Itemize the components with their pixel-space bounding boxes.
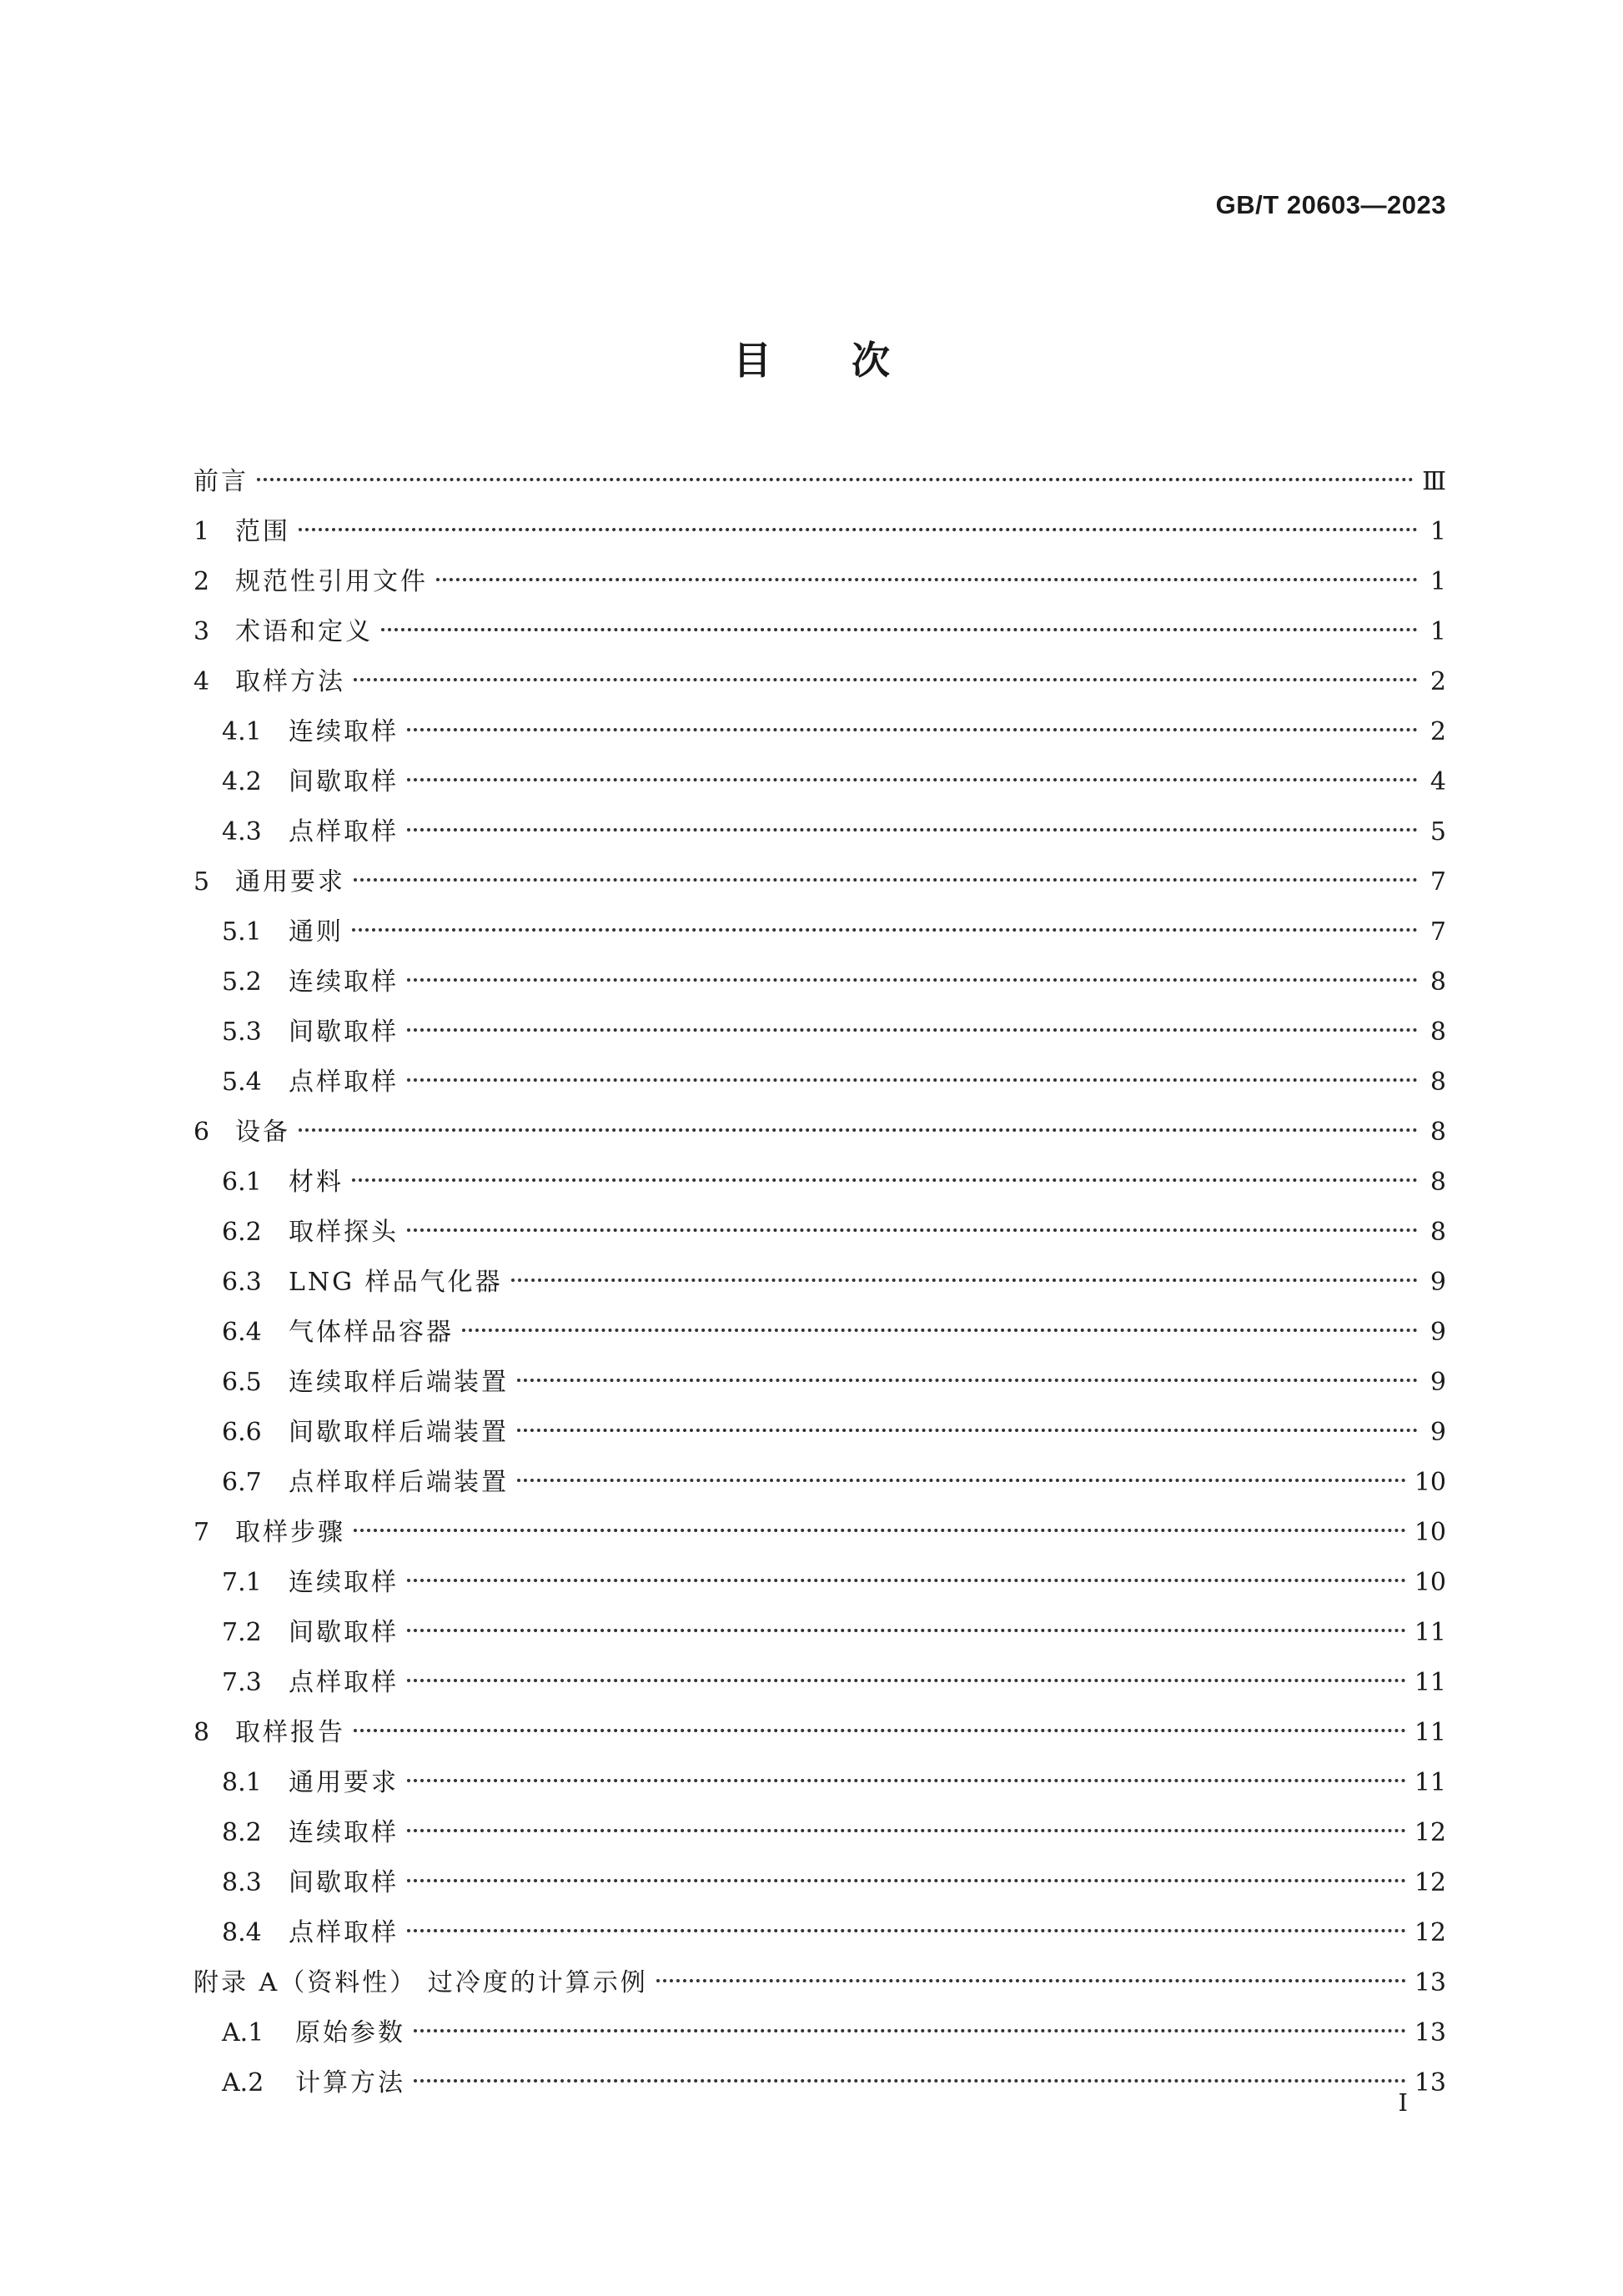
toc-entry-label: 术语和定义 bbox=[235, 617, 373, 646]
toc-dot-leader bbox=[407, 1579, 1406, 1582]
toc-entry[interactable] bbox=[193, 607, 1446, 657]
toc-dot-leader bbox=[352, 928, 1418, 932]
toc-entry-label: 取样方法 bbox=[235, 667, 345, 696]
toc-entry-page: 9 bbox=[1430, 1368, 1446, 1397]
toc-dot-leader bbox=[407, 1228, 1418, 1232]
toc-dot-leader bbox=[354, 878, 1418, 882]
toc-entry[interactable] bbox=[193, 957, 1446, 1007]
toc-entry-page: 10 bbox=[1414, 1518, 1446, 1547]
toc-entry-label: 取样报告 bbox=[235, 1718, 345, 1747]
toc-entry-label: 通则 bbox=[289, 917, 344, 947]
toc-entry-page: 2 bbox=[1430, 717, 1446, 746]
toc-dot-leader bbox=[414, 2029, 1406, 2032]
toc-dot-leader bbox=[462, 1329, 1418, 1332]
toc-title: 目次 bbox=[733, 338, 970, 383]
toc-entry[interactable] bbox=[193, 1758, 1446, 1808]
toc-entry[interactable] bbox=[193, 2058, 1446, 2108]
toc-entry[interactable] bbox=[193, 907, 1446, 957]
toc-entry-page: 13 bbox=[1414, 2068, 1446, 2098]
toc-entry[interactable] bbox=[193, 1058, 1446, 1108]
toc-dot-leader bbox=[407, 1679, 1406, 1682]
toc-entry[interactable] bbox=[193, 1958, 1446, 2008]
toc-dot-leader bbox=[407, 1879, 1406, 1882]
toc-entry-number: A.2 bbox=[222, 2068, 264, 2098]
toc-entry-number: 7 bbox=[193, 1518, 210, 1547]
toc-entry[interactable] bbox=[193, 1408, 1446, 1458]
toc-entry-label: 点样取样 bbox=[289, 1068, 399, 1097]
toc-dot-leader bbox=[407, 978, 1418, 982]
toc-entry-page: 11 bbox=[1414, 1618, 1446, 1647]
toc-entry-label: 规范性引用文件 bbox=[235, 567, 428, 596]
toc-dot-leader bbox=[414, 2079, 1406, 2082]
toc-entry-page: 12 bbox=[1414, 1818, 1446, 1847]
toc-entry[interactable] bbox=[193, 1158, 1446, 1208]
toc-dot-leader bbox=[517, 1479, 1406, 1482]
toc-entry[interactable] bbox=[193, 1208, 1446, 1258]
toc-entry-page: 2 bbox=[1430, 667, 1446, 696]
toc-entry-label: 通用要求 bbox=[289, 1768, 399, 1797]
toc-entry-label: LNG 样品气化器 bbox=[289, 1268, 503, 1297]
toc-entry[interactable] bbox=[193, 857, 1446, 907]
toc-entry[interactable] bbox=[193, 657, 1446, 707]
toc-entry-number: 8.1 bbox=[222, 1768, 262, 1797]
toc-entry-page: 1 bbox=[1430, 567, 1446, 596]
toc-entry-number: 4 bbox=[193, 667, 210, 696]
toc-entry-page: Ⅲ bbox=[1422, 467, 1446, 496]
toc-dot-leader bbox=[381, 628, 1418, 631]
toc-entry-label: 气体样品容器 bbox=[289, 1318, 454, 1347]
toc-entry[interactable] bbox=[193, 707, 1446, 757]
toc-entry[interactable] bbox=[193, 1858, 1446, 1908]
toc-entry-number: 6.2 bbox=[222, 1218, 262, 1247]
toc-entry-number: 4.2 bbox=[222, 767, 262, 796]
toc-entry-page: 10 bbox=[1414, 1568, 1446, 1597]
toc-entry-page: 11 bbox=[1414, 1768, 1446, 1797]
toc-dot-leader bbox=[407, 1829, 1406, 1832]
toc-dot-leader bbox=[656, 1979, 1406, 1982]
toc-entry-number: 8.3 bbox=[222, 1868, 262, 1897]
toc-entry-number: 7.3 bbox=[222, 1668, 262, 1697]
toc-entry[interactable] bbox=[193, 757, 1446, 807]
toc-entry-number: 6.4 bbox=[222, 1318, 262, 1347]
toc-entry-label: 前言 bbox=[193, 467, 249, 496]
toc-entry-number: 1 bbox=[193, 517, 210, 546]
toc-entry[interactable] bbox=[193, 2008, 1446, 2058]
toc-entry-page: 7 bbox=[1430, 867, 1446, 897]
toc-entry-label: 间歇取样 bbox=[289, 1017, 399, 1047]
toc-entry-page: 5 bbox=[1430, 817, 1446, 847]
toc-entry-label: 连续取样 bbox=[289, 1568, 399, 1597]
toc-entry-label: 取样步骤 bbox=[235, 1518, 345, 1547]
toc-entry[interactable] bbox=[193, 1508, 1446, 1558]
toc-entry-page: 9 bbox=[1430, 1268, 1446, 1297]
toc-entry[interactable] bbox=[193, 1358, 1446, 1408]
toc-entry[interactable] bbox=[193, 1458, 1446, 1508]
toc-dot-leader bbox=[407, 1629, 1406, 1632]
toc-entry-label: 点样取样后端装置 bbox=[289, 1468, 509, 1497]
toc-entry-number: 7.1 bbox=[222, 1568, 262, 1597]
toc-dot-leader bbox=[436, 578, 1418, 581]
toc-dot-leader bbox=[354, 678, 1418, 681]
toc-entry-page: 13 bbox=[1414, 2018, 1446, 2047]
toc-entry[interactable] bbox=[193, 1007, 1446, 1058]
toc-dot-leader bbox=[407, 728, 1418, 731]
toc-entry[interactable] bbox=[193, 457, 1446, 507]
toc-entry-page: 7 bbox=[1430, 917, 1446, 947]
toc-entry[interactable] bbox=[193, 1908, 1446, 1958]
toc-entry-page: 8 bbox=[1430, 1017, 1446, 1047]
toc-dot-leader bbox=[407, 828, 1418, 831]
toc-dot-leader bbox=[511, 1279, 1418, 1282]
toc-entry[interactable] bbox=[193, 807, 1446, 857]
toc-entry[interactable] bbox=[193, 1658, 1446, 1708]
toc-entry-label: 连续取样 bbox=[289, 1818, 399, 1847]
toc-entry[interactable] bbox=[193, 1708, 1446, 1758]
toc-entry-number: 5.3 bbox=[222, 1017, 262, 1047]
toc-entry-label: 通用要求 bbox=[235, 867, 345, 897]
toc-entry[interactable] bbox=[193, 557, 1446, 607]
toc-dot-leader bbox=[407, 1779, 1406, 1782]
toc-dot-leader bbox=[299, 528, 1418, 531]
toc-dot-leader bbox=[299, 1128, 1418, 1132]
toc-entry-label: 连续取样 bbox=[289, 717, 399, 746]
toc-dot-leader bbox=[352, 1178, 1418, 1182]
toc-entry-number: 6.6 bbox=[222, 1418, 262, 1447]
toc-entry[interactable] bbox=[193, 1558, 1446, 1608]
toc-entry[interactable] bbox=[193, 507, 1446, 557]
toc-entry-page: 10 bbox=[1414, 1468, 1446, 1497]
toc-entry-label: 原始参数 bbox=[295, 2018, 405, 2047]
toc-entry-page: 12 bbox=[1414, 1918, 1446, 1947]
toc-entry[interactable] bbox=[193, 1108, 1446, 1158]
toc-entry-page: 11 bbox=[1414, 1668, 1446, 1697]
toc-entry-number: 4.3 bbox=[222, 817, 262, 847]
toc-entry-number: 8.2 bbox=[222, 1818, 262, 1847]
toc-entry-label: 附录 A（资料性） 过冷度的计算示例 bbox=[193, 1968, 648, 1997]
toc-dot-leader bbox=[407, 1028, 1418, 1032]
toc-dot-leader bbox=[407, 778, 1418, 781]
toc-entry-page: 8 bbox=[1430, 1168, 1446, 1197]
toc-entry-page: 12 bbox=[1414, 1868, 1446, 1897]
toc-entry-page: 9 bbox=[1430, 1318, 1446, 1347]
toc-entry-label: 设备 bbox=[235, 1118, 290, 1147]
toc-entry-page: 4 bbox=[1430, 767, 1446, 796]
toc-entry[interactable] bbox=[193, 1308, 1446, 1358]
toc-entry-page: 8 bbox=[1430, 1068, 1446, 1097]
toc-entry-number: 7.2 bbox=[222, 1618, 262, 1647]
toc-entry-label: 点样取样 bbox=[289, 817, 399, 847]
toc-entry-page: 8 bbox=[1430, 1218, 1446, 1247]
toc-entry-number: 6.7 bbox=[222, 1468, 262, 1497]
toc-dot-leader bbox=[407, 1929, 1406, 1932]
toc-entry-page: 13 bbox=[1414, 1968, 1446, 1997]
toc-entry[interactable] bbox=[193, 1258, 1446, 1308]
toc-entry-number: 5.4 bbox=[222, 1068, 262, 1097]
toc-entry-page: 1 bbox=[1430, 517, 1446, 546]
page-number: I bbox=[1398, 2088, 1408, 2117]
toc-entry[interactable] bbox=[193, 1808, 1446, 1858]
toc-entry-number: 5.2 bbox=[222, 967, 262, 997]
toc-dot-leader bbox=[407, 1078, 1418, 1082]
toc-entry-number: 6.5 bbox=[222, 1368, 262, 1397]
toc-entry-number: 5 bbox=[193, 867, 210, 897]
toc-entry-page: 9 bbox=[1430, 1418, 1446, 1447]
toc-entry-label: 材料 bbox=[289, 1168, 344, 1197]
toc-entry-number: 8 bbox=[193, 1718, 210, 1747]
toc-entry-label: 间歇取样后端装置 bbox=[289, 1418, 509, 1447]
toc-entry-label: 点样取样 bbox=[289, 1668, 399, 1697]
toc-entry-page: 8 bbox=[1430, 967, 1446, 997]
toc-entry-number: 4.1 bbox=[222, 717, 262, 746]
toc-entry-label: 连续取样后端装置 bbox=[289, 1368, 509, 1397]
toc-entry-page: 1 bbox=[1430, 617, 1446, 646]
toc-entry-label: 取样探头 bbox=[289, 1218, 399, 1247]
toc-entry-page: 11 bbox=[1414, 1718, 1446, 1747]
toc-entry-label: 间歇取样 bbox=[289, 767, 399, 796]
toc-dot-leader bbox=[354, 1529, 1406, 1532]
toc-entry-label: 范围 bbox=[235, 517, 290, 546]
toc-entry-label: 计算方法 bbox=[295, 2068, 405, 2098]
toc-entry-label: 间歇取样 bbox=[289, 1868, 399, 1897]
toc-dot-leader bbox=[517, 1429, 1418, 1432]
toc-entry-number: 8.4 bbox=[222, 1918, 262, 1947]
toc-entry-label: 连续取样 bbox=[289, 967, 399, 997]
toc-entry-number: 5.1 bbox=[222, 917, 262, 947]
toc-entry-label: 点样取样 bbox=[289, 1918, 399, 1947]
toc-entry-number: 6.3 bbox=[222, 1268, 262, 1297]
toc-entry-label: 间歇取样 bbox=[289, 1618, 399, 1647]
toc-dot-leader bbox=[517, 1379, 1418, 1382]
toc-entry-number: 3 bbox=[193, 617, 210, 646]
toc-entry-number: A.1 bbox=[222, 2018, 264, 2047]
toc-dot-leader bbox=[257, 478, 1414, 481]
toc-entry-number: 6 bbox=[193, 1118, 210, 1147]
standard-code: GB/T 20603—2023 bbox=[1215, 190, 1446, 219]
toc-dot-leader bbox=[354, 1729, 1406, 1732]
toc-entry-page: 8 bbox=[1430, 1118, 1446, 1147]
table-of-contents bbox=[193, 457, 1446, 2108]
toc-entry[interactable] bbox=[193, 1608, 1446, 1658]
toc-entry-number: 6.1 bbox=[222, 1168, 262, 1197]
toc-entry-number: 2 bbox=[193, 567, 210, 596]
